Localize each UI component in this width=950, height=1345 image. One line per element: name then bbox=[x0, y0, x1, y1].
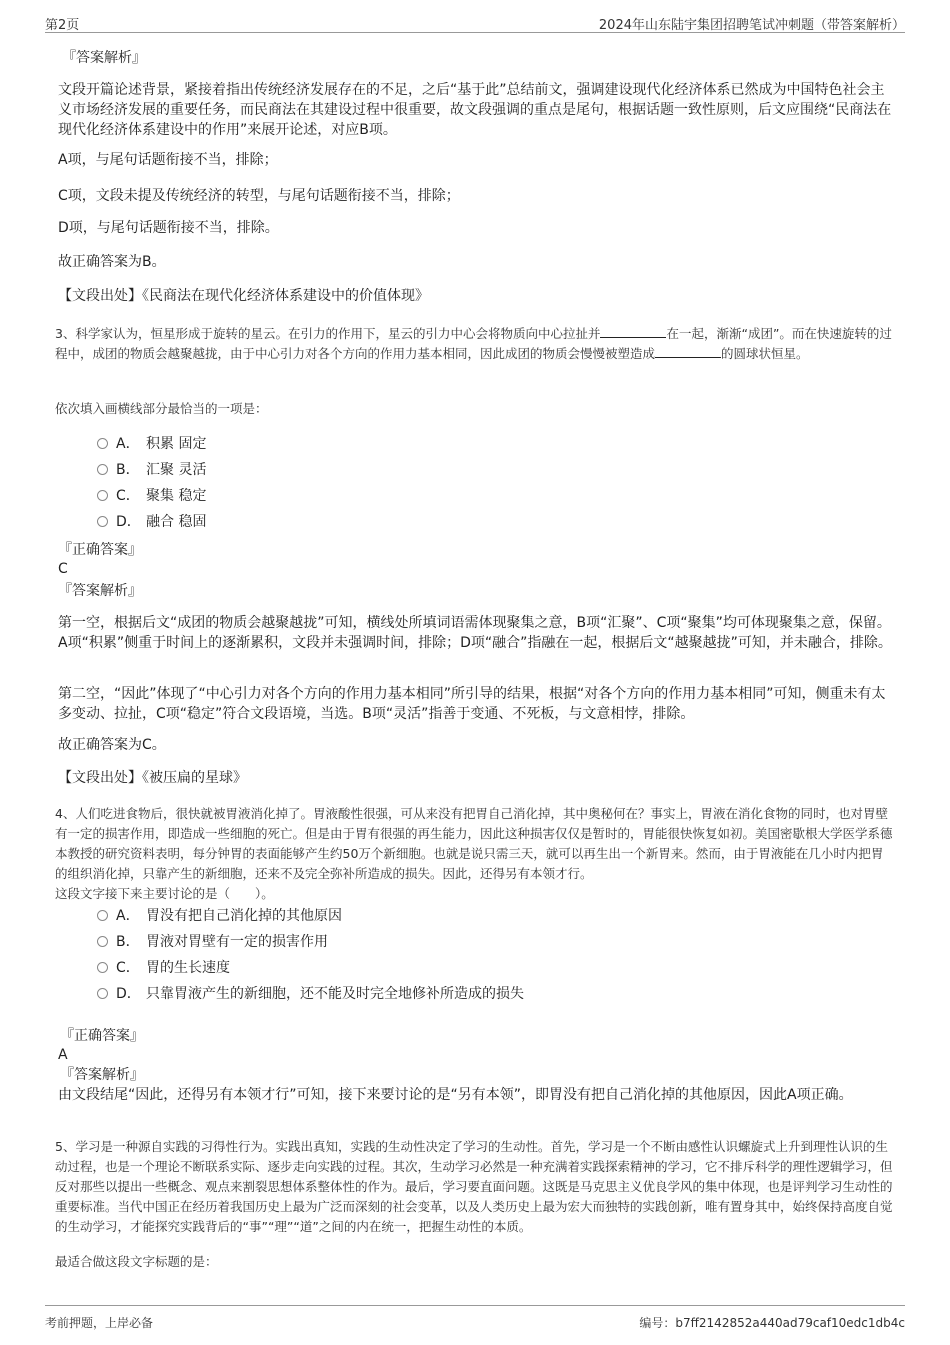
q2-analysis-paragraph: 文段开篇论述背景，紧接着指出传统经济发展存在的不足，之后“基于此”总结前文，强调建设现代化经济体系已然成为中国特色社会主义市场经济发展的重要任务，而民商法在其建设过程中很重要，故文段强调的重点是尾句，根据话题一致性原则，后文应围绕“民商法在现代化经济体系建设中的作用”来展开论述，对应B项。 bbox=[58, 82, 892, 138]
page-footer bbox=[45, 1305, 905, 1330]
option-text: 只靠胃液产生的新细胞，还不能及时完全地修补所造成的损失 bbox=[146, 986, 524, 1002]
q3-option-c[interactable] bbox=[97, 486, 206, 508]
q3-prompt: 依次填入画横线部分最恰当的一项是： bbox=[55, 401, 268, 416]
option-letter: D． bbox=[116, 514, 141, 530]
q3-stem-part3: 的圆球状恒星。 bbox=[721, 346, 809, 361]
q4-option-b[interactable] bbox=[97, 932, 328, 954]
option-letter: A． bbox=[116, 436, 140, 452]
q4-analysis: 由文段结尾“因此，还得另有本领才行”可知，接下来要讨论的是“另有本领”，即胃没有把自己消化掉的其他原因，因此A项正确。 bbox=[58, 1087, 853, 1103]
q3-option-d[interactable] bbox=[97, 512, 206, 534]
option-letter: C． bbox=[116, 960, 140, 976]
option-letter: A． bbox=[116, 908, 140, 924]
q4-option-d[interactable] bbox=[97, 984, 524, 1006]
option-text: 聚集 稳定 bbox=[146, 488, 207, 504]
q4-analysis-label: 『答案解析』 bbox=[60, 1067, 144, 1083]
q3-answer-label: 『正确答案』 bbox=[58, 542, 142, 558]
q3-analysis-paragraph-2: 第二空，“因此”体现了“中心引力对各个方向的作用力基本相同”所引导的结果，根据“对各个方向的作用力基本相同”可知，侧重未有太多变动、拉扯，C项“稳定”符合文段语境，当选。B项“灵活”指善于变通、不死板，与文意相悖，排除。 bbox=[58, 686, 886, 722]
q3-option-b[interactable] bbox=[97, 460, 206, 482]
option-text: 胃没有把自己消化掉的其他原因 bbox=[146, 908, 342, 924]
document-title: 2024年山东陆宇集团招聘笔试冲刺题（带答案解析） bbox=[598, 18, 905, 33]
radio-icon[interactable] bbox=[97, 438, 108, 449]
q5-stem: 5、学习是一种源自实践的习得性行为。实践出真知，实践的生动性决定了学习的生动性。首先，学习是一个不断由感性认识螺旋式上升到理性认识的生动过程，也是一个理论不断联系实际、逐步走向实践的过程。其次，生动学习必然是一种充满着实践探索精神的学习，它不排斥科学的理性逻辑学习，但反对那些以提出一些概念、观点来割裂思想体系整体性的作为。最后，学习要直面问题。这既是马克思主义优良学风的集中体现，也是评判学习生动性的重要标准。当代中国正在经历着我国历史上最为广泛而深刻的社会变革，以及人类历史上最为宏大而独特的实践创新，唯有置身其中，始终保持高度自觉的生动学习，才能探究实践背后的“事”“理”“道”之间的内在统一，把握生动性的本质。 bbox=[55, 1139, 893, 1234]
radio-icon[interactable] bbox=[97, 910, 108, 921]
page-number: 第2页 bbox=[45, 18, 80, 33]
q3-blank-2 bbox=[655, 345, 721, 358]
q2-analysis-option-d: D项，与尾句话题衔接不当，排除。 bbox=[58, 220, 279, 236]
q3-stem-part1: 3、科学家认为，恒星形成于旋转的星云。在引力的作用下，星云的引力中心会将物质向中心拉扯并 bbox=[55, 326, 601, 341]
q3-blank-1 bbox=[600, 325, 666, 338]
radio-icon[interactable] bbox=[97, 464, 108, 475]
option-letter: B． bbox=[116, 934, 140, 950]
q4-option-a[interactable] bbox=[97, 906, 342, 928]
q4-answer: A bbox=[58, 1047, 68, 1063]
q2-analysis-option-a: A项，与尾句话题衔接不当，排除； bbox=[58, 152, 278, 168]
document-id: 编号：b7ff2142852a440ad79caf10edc1db4c bbox=[639, 1316, 905, 1330]
option-text: 融合 稳固 bbox=[146, 514, 207, 530]
option-text: 汇聚 灵活 bbox=[146, 462, 207, 478]
q4-stem: 4、人们吃进食物后，很快就被胃液消化掉了。胃液酸性很强，可从来没有把胃自己消化掉，其中奥秘何在？事实上，胃液在消化食物的同时，也对胃壁有一定的损害作用，即造成一些细胞的死亡。但是由于胃有很强的再生能力，因此这种损害仅仅是暂时的，胃能很快恢复如初。美国密歇根大学医学系德本教授的研究资料表明，每分钟胃的表面能够产生约50万个新细胞。也就是说只需三天，就可以再生出一个新胃来。然而，由于胃液能在几小时内把胃的组织消化掉，只靠产生的新细胞，还来不及完全弥补所造成的损失。因此，还得另有本领才行。 bbox=[55, 806, 893, 881]
q4-option-c[interactable] bbox=[97, 958, 230, 980]
q3-stem bbox=[55, 324, 895, 364]
q5-prompt: 最适合做这段文字标题的是： bbox=[55, 1254, 218, 1269]
q4-prompt: 这段文字接下来主要讨论的是（ ）。 bbox=[55, 886, 274, 901]
option-text: 胃液对胃壁有一定的损害作用 bbox=[146, 934, 328, 950]
q3-source: 【文段出处】《被压扁的星球》 bbox=[58, 770, 247, 786]
radio-icon[interactable] bbox=[97, 490, 108, 501]
radio-icon[interactable] bbox=[97, 516, 108, 527]
footer-slogan: 考前押题，上岸必备 bbox=[45, 1316, 154, 1330]
option-text: 积累 固定 bbox=[146, 436, 207, 452]
q2-analysis-label: 『答案解析』 bbox=[62, 50, 146, 66]
q3-conclusion: 故正确答案为C。 bbox=[58, 737, 166, 753]
option-text: 胃的生长速度 bbox=[146, 960, 230, 976]
radio-icon[interactable] bbox=[97, 988, 108, 999]
q2-conclusion: 故正确答案为B。 bbox=[58, 254, 166, 270]
option-letter: D． bbox=[116, 986, 141, 1002]
q3-stem-part2: 在一起，渐渐“成团”。而在快速旋转的过程中，成团的物质会越聚越拢，由于中心引力对各个方向的作用力基本相同，因此成团的物质会慢慢被塑造成 bbox=[55, 326, 892, 361]
radio-icon[interactable] bbox=[97, 962, 108, 973]
q3-option-a[interactable] bbox=[97, 434, 206, 456]
page-header bbox=[45, 10, 905, 33]
q3-analysis-paragraph-1: 第一空，根据后文“成团的物质会越聚越拢”可知，横线处所填词语需体现聚集之意，B项“汇聚”、C项“聚集”均可体现聚集之意，保留。A项“积累”侧重于时间上的逐渐累积，文段并未强调时间，排除；D项“融合”指融在一起，根据后文“越聚越拢”可知，并未融合，排除。 bbox=[58, 615, 892, 651]
q3-answer: C bbox=[58, 561, 68, 577]
option-letter: C． bbox=[116, 488, 140, 504]
q3-analysis-label: 『答案解析』 bbox=[58, 583, 142, 599]
q2-source: 【文段出处】《民商法在现代化经济体系建设中的价值体现》 bbox=[58, 288, 429, 304]
q2-analysis-option-c: C项，文段未提及传统经济的转型，与尾句话题衔接不当，排除； bbox=[58, 188, 460, 204]
radio-icon[interactable] bbox=[97, 936, 108, 947]
option-letter: B． bbox=[116, 462, 140, 478]
q4-answer-label: 『正确答案』 bbox=[60, 1028, 144, 1044]
